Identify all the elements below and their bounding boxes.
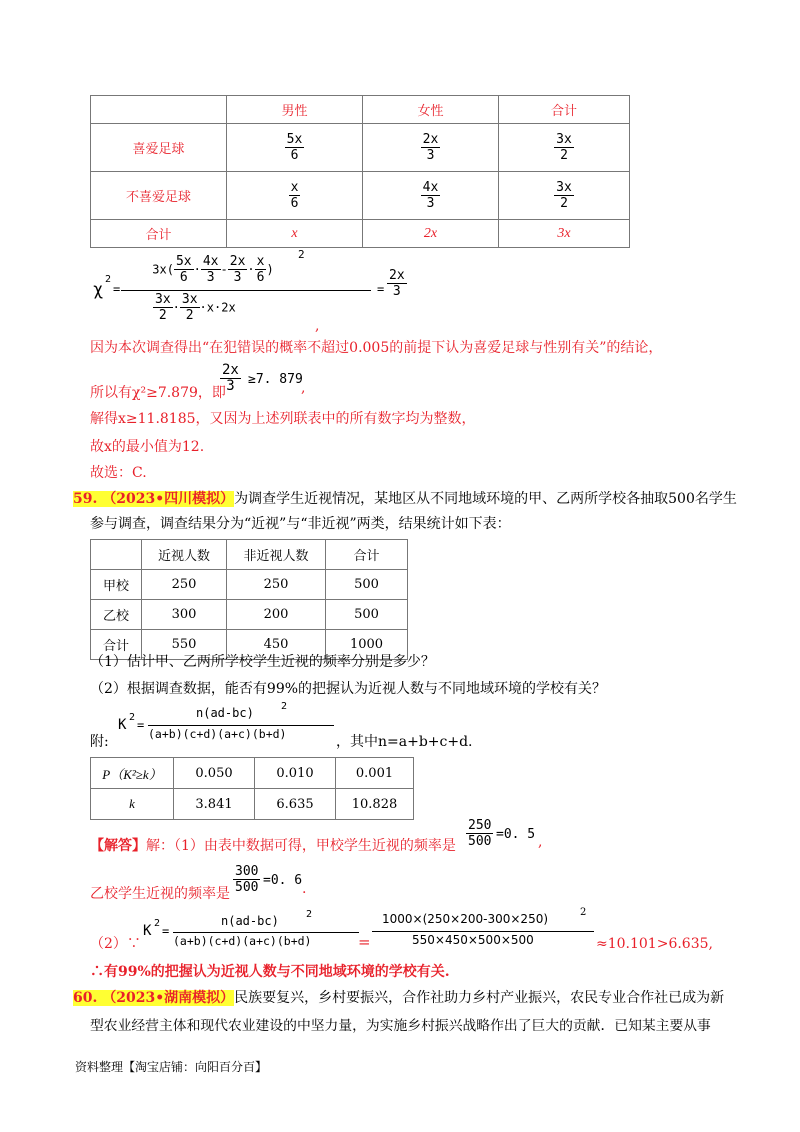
table-cell: 3x <box>499 220 630 248</box>
table-cell: P（K²≥k） <box>91 758 174 789</box>
answer-line-3: （2）∵ <box>90 936 141 952</box>
table-cell: 2x <box>363 220 499 248</box>
fraction: $\frac{2x}{3}$ <box>422 132 439 163</box>
table-cell: 0.001 <box>336 758 414 789</box>
solution-line-3: 解得x≥11.8185，又因为上述列联表中的所有数字均为整数， <box>90 411 476 427</box>
table-cell: 550 <box>142 630 227 660</box>
formula-result: $\frac{2x}{3}$ <box>389 268 405 299</box>
row-label: 合计 <box>91 630 142 660</box>
table-header-cell: 非近视人数 <box>227 540 326 570</box>
chi-value-fraction: 1000×(250×200-300×250) 2 550×450×500×500 <box>372 912 594 956</box>
appendix-tail: ，其中n=a+b+c+d. <box>336 734 473 750</box>
table-cell <box>91 96 227 124</box>
k2-formula-answer: K 2 = n(ad-bc) 2 (a+b)(c+d)(a+c)(b+d) <box>143 914 363 958</box>
myopia-table <box>90 539 408 660</box>
table-header-cell: 男性 <box>227 96 363 124</box>
sub-question-1: （1）估计甲、乙两所学校学生近视的频率分别是多少？ <box>90 654 435 670</box>
answer-line-2: 乙校学生近视的频率是 <box>90 886 230 902</box>
row-label: 乙校 <box>91 600 142 630</box>
formula-trail: , <box>315 318 320 334</box>
formula-numerator: 3x( $\frac{5x}{6}$ · $\frac{4x}{3}$ - $\frac{2x}{3}$ · $\frac{x}{6}$ ) <box>152 254 274 285</box>
row-label: 喜爱足球 <box>91 124 227 172</box>
question-tag: 59. （2023•四川模拟） <box>73 491 235 507</box>
table-cell: 0.050 <box>174 758 255 789</box>
sub-question-2: （2）根据调查数据，能否有99%的把握认为近视人数与不同地域环境的学校有关？ <box>90 681 607 697</box>
solution-line-1: 因为本次调查得出“在犯错误的概率不超过0.005的前提下认为喜爱足球与性别有关”的结论， <box>90 340 663 356</box>
fraction: $\frac{4x}{3}$ <box>422 180 439 211</box>
table-total-row <box>91 220 630 248</box>
row-label: 不喜爱足球 <box>91 172 227 220</box>
table-cell <box>499 124 630 172</box>
table-cell: 1000 <box>326 630 408 660</box>
inline-fraction: $\frac{2x}{3}$ <box>222 362 239 394</box>
table-row <box>91 172 630 220</box>
table-row <box>91 789 414 820</box>
table-cell: x <box>227 220 363 248</box>
table-cell: 200 <box>227 600 326 630</box>
table-cell: 450 <box>227 630 326 660</box>
table-cell: 250 <box>142 570 227 600</box>
table-row <box>91 758 414 789</box>
table-cell: 500 <box>326 570 408 600</box>
table-header-row <box>91 96 630 124</box>
question-59-line-2: 参与调查，调查结果分为“近视”与“非近视”两类，结果统计如下表： <box>90 516 511 532</box>
inline-fraction: $\frac{300}{500}$ <box>235 864 259 895</box>
table-cell <box>227 124 363 172</box>
critical-value-table <box>90 757 414 820</box>
fraction: $\frac{x}{6}$ <box>290 180 299 211</box>
table-cell <box>91 540 142 570</box>
solution-line-5: 故选：C. <box>90 465 147 481</box>
table-header-cell: 合计 <box>326 540 408 570</box>
answer-line-1: 【解答】解：（1）由表中数据可得，甲校学生近视的频率是 <box>90 838 456 854</box>
row-label: 合计 <box>91 220 227 248</box>
table-cell: 250 <box>227 570 326 600</box>
answer-conclusion: ∴有99%的把握认为近视人数与不同地域环境的学校有关. <box>90 964 450 980</box>
table-cell: 6.635 <box>255 789 336 820</box>
gender-football-table <box>90 95 630 248</box>
table-cell: k <box>91 789 174 820</box>
page-footer: 资料整理【淘宝店铺：向阳百分百】 <box>75 1060 268 1074</box>
k2-formula: K 2 = n(ad-bc) 2 (a+b)(c+d)(a+c)(b+d) <box>118 706 348 750</box>
question-60-line-2: 型农业经营主体和现代农业建设的中坚力量，为实施乡村振兴战略作出了巨大的贡献．已知某主要从事 <box>90 1018 711 1034</box>
table-row <box>91 124 630 172</box>
table-cell <box>363 172 499 220</box>
formula-denominator: $\frac{3x}{2}$ · $\frac{3x}{2}$ ·x·2x <box>155 292 236 323</box>
table-cell: 0.010 <box>255 758 336 789</box>
table-cell: 3.841 <box>174 789 255 820</box>
chi-value-result: ≈10.101>6.635, <box>596 936 713 952</box>
question-tag: 60. （2023•湖南模拟） <box>73 990 235 1006</box>
table-row <box>91 600 408 630</box>
solution-line-4: 故x的最小值为12. <box>90 439 205 455</box>
solution-line-2: 所以有χ²≥7.879，即 <box>90 385 226 401</box>
question-59-line-1: 59. （2023•四川模拟）为调查学生近视情况，某地区从不同地域环境的甲、乙两所学校各抽取500名学生 <box>73 491 737 507</box>
inline-fraction: $\frac{250}{500}$ <box>468 818 492 849</box>
appendix-label: 附: <box>90 734 109 750</box>
chi-square-formula: χ 2 = 3x( $\frac{5x}{6}$ · $\frac{4x}{3}$ - $\frac{2x}{3}$ · $\frac{x}{6}$ ) 2 $\frac{3x}{2}$ · $\frac{3x}{2}$ ·x·2x = $\frac{2x}{3}$ <box>93 248 405 323</box>
table-header-row <box>91 540 408 570</box>
fraction: $\frac{3x}{2}$ <box>556 132 572 163</box>
table-cell <box>499 172 630 220</box>
table-cell: 300 <box>142 600 227 630</box>
question-60-line-1: 60. （2023•湖南模拟）民族要复兴，乡村要振兴，合作社助力乡村产业振兴，农民专业合作社已成为新 <box>73 990 725 1006</box>
table-row <box>91 570 408 600</box>
row-label: 甲校 <box>91 570 142 600</box>
table-cell: 10.828 <box>336 789 414 820</box>
table-header-cell: 女性 <box>363 96 499 124</box>
table-cell <box>227 172 363 220</box>
table-header-cell: 近视人数 <box>142 540 227 570</box>
fraction: $\frac{5x}{6}$ <box>286 132 303 163</box>
table-cell <box>363 124 499 172</box>
inequality-value: ≥7. 879 <box>248 372 303 387</box>
table-header-cell: 合计 <box>499 96 630 124</box>
fraction: $\frac{3x}{2}$ <box>556 180 572 211</box>
table-cell: 500 <box>326 600 408 630</box>
